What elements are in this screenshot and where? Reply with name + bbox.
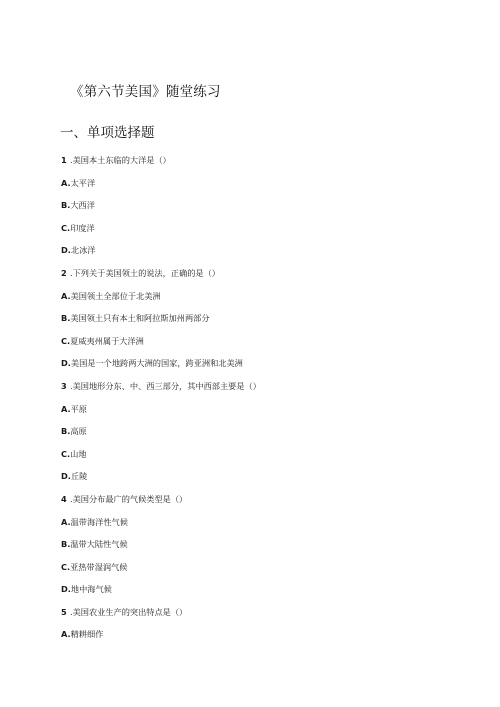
option-text: 高原 — [70, 426, 87, 437]
option-d — [61, 355, 461, 378]
option-text: 亚热带湿润气候 — [70, 561, 128, 572]
question-stem — [61, 491, 461, 514]
option-letter: D. — [61, 358, 71, 369]
option-a — [61, 288, 461, 311]
option-letter: A. — [61, 290, 71, 301]
section-heading: 一、单项选择题 — [60, 125, 155, 141]
question-number: 3 — [61, 380, 67, 391]
option-a — [61, 175, 461, 198]
question-text: .下列关于美国领土的说法，正确的是（） — [70, 267, 220, 278]
option-c — [61, 559, 461, 582]
option-letter: A. — [61, 177, 71, 188]
option-c — [61, 333, 461, 356]
option-letter: C. — [61, 335, 71, 346]
question-stem — [61, 604, 461, 627]
option-a — [61, 626, 461, 649]
option-text: 地中海气候 — [70, 584, 112, 595]
option-letter: C. — [61, 561, 71, 572]
option-text: 平原 — [70, 403, 87, 414]
option-text: 北冰洋 — [70, 245, 96, 256]
option-letter: D. — [61, 584, 71, 595]
option-text: 美国领土全部位于北美洲 — [70, 290, 161, 301]
question-text: .美国本土东临的大洋是（） — [70, 155, 171, 165]
question-text: .美国分布最广的气候类型是（） — [70, 493, 188, 504]
option-letter: C. — [61, 448, 71, 459]
option-text: 精耕细作 — [70, 629, 104, 640]
option-a — [61, 514, 461, 537]
question-stem — [61, 378, 461, 401]
option-text: 美国领土只有本土和阿拉斯加州两部分 — [70, 313, 210, 324]
option-text: 山地 — [70, 448, 87, 459]
option-c — [61, 220, 461, 243]
option-letter: B. — [61, 539, 71, 550]
option-d — [61, 581, 461, 604]
option-d — [61, 242, 461, 265]
option-text: 温带海洋性气候 — [70, 516, 128, 527]
option-text: 印度洋 — [70, 222, 95, 233]
option-text: 夏威夷州属于大洋洲 — [70, 335, 144, 346]
option-letter: C. — [61, 222, 71, 233]
option-d — [61, 468, 461, 491]
question-number: 4 — [61, 493, 67, 504]
question-number: 2 — [61, 267, 67, 278]
option-letter: A. — [61, 403, 71, 414]
question-text: .美国地形分东、中、西三部分，其中西部主要是（） — [70, 380, 261, 391]
option-text: 大西洋 — [70, 200, 95, 211]
option-letter: A. — [61, 629, 71, 640]
question-text: .美国农业生产的突出特点是（） — [70, 606, 188, 617]
option-text: 太平洋 — [70, 177, 96, 188]
question-number: 5 — [61, 606, 67, 617]
question-stem — [61, 152, 461, 175]
option-b — [61, 423, 461, 446]
option-letter: B. — [61, 200, 71, 211]
option-text: 美国是一个地跨两大洲的国家，跨亚洲和北美洲 — [70, 358, 243, 369]
option-text: 丘陵 — [70, 471, 88, 482]
option-letter: A. — [61, 516, 71, 527]
option-letter: B. — [61, 426, 71, 437]
option-a — [61, 401, 461, 424]
option-letter: D. — [61, 471, 71, 482]
option-b — [61, 536, 461, 559]
question-stem — [61, 265, 461, 288]
option-letter: D. — [61, 245, 71, 256]
question-list — [61, 152, 461, 649]
option-b — [61, 310, 461, 333]
option-letter: B. — [61, 313, 71, 324]
option-c — [61, 446, 461, 469]
option-text: 温带大陆性气候 — [70, 539, 128, 550]
option-b — [61, 197, 461, 220]
question-number: 1 — [61, 155, 67, 165]
document-title: 《第六节美国》随堂练习 — [70, 84, 221, 100]
